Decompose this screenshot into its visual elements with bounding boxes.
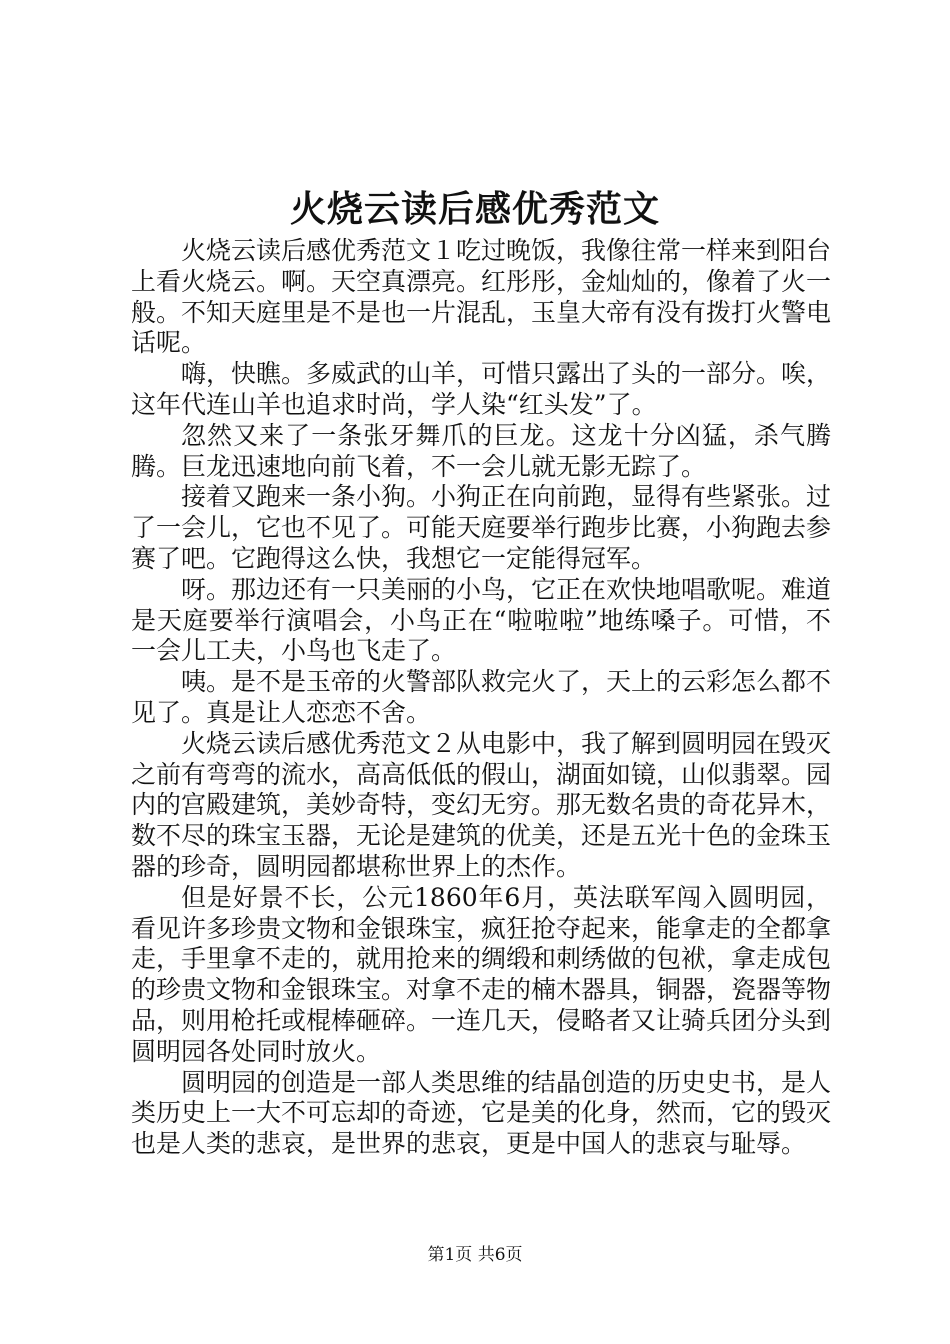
paragraph-1: 火烧云读后感优秀范文１吃过晚饭，我像往常一样来到阳台上看火烧云。啊。天空真漂亮。红彤彤，金灿灿的，像着了火一般。不知天庭里是不是也一片混乱，玉皇大帝有没有拨打火警电话呢。	[131, 236, 832, 358]
paragraph-9: 圆明园的创造是一部人类思维的结晶创造的历史史书，是人类历史上一大不可忘却的奇迹，它是美的化身，然而，它的毁灭也是人类的悲哀，是世界的悲哀，更是中国人的悲哀与耻辱。	[131, 1067, 832, 1159]
document-body	[131, 236, 831, 1160]
paragraph-4: 接着又跑来一条小狗。小狗正在向前跑，显得有些紧张。过了一会儿，它也不见了。可能天庭要举行跑步比赛，小狗跑去参赛了吧。它跑得这么快，我想它一定能得冠军。	[131, 482, 832, 573]
paragraph-7: 火烧云读后感优秀范文２从电影中，我了解到圆明园在毁灭之前有弯弯的流水，高高低低的假山，湖面如镜，山似翡翠。园内的宫殿建筑，美妙奇特，变幻无穷。那无数名贵的奇花异木，数不尽的珠宝玉器，无论是建筑的优美，还是五光十色的金珠玉器的珍奇，圆明园都堪称世界上的杰作。	[131, 728, 832, 881]
paragraph-8: 但是好景不长，公元1860年6月，英法联军闯入圆明园，看见许多珍贵文物和金银珠宝，疯狂抢夺起来，能拿走的全都拿走，手里拿不走的，就用抢来的绸缎和刺绣做的包袱，拿走成包的珍贵文物和金银珠宝。对拿不走的楠木器具，铜器，瓷器等物品，则用枪托或棍棒砸碎。一连几天，侵略者又让骑兵团分头到圆明园各处同时放火。	[131, 882, 832, 1066]
page-footer: 第1页 共6页	[427, 1245, 523, 1265]
paragraph-6: 咦。是不是玉帝的火警部队救完火了，天上的云彩怎么都不见了。真是让人恋恋不舍。	[131, 667, 832, 727]
paragraph-2: 嗨，快瞧。多威武的山羊，可惜只露出了头的一部分。唉，这年代连山羊也追求时尚，学人染“红头发”了。	[131, 359, 832, 419]
paragraph-5: 呀。那边还有一只美丽的小鸟，它正在欢快地唱歌呢。难道是天庭要举行演唱会，小鸟正在“啦啦啦”地练嗓子。可惜，不一会儿工夫，小鸟也飞走了。	[131, 574, 832, 666]
paragraph-3: 忽然又来了一条张牙舞爪的巨龙。这龙十分凶猛，杀气腾腾。巨龙迅速地向前飞着，不一会儿就无影无踪了。	[131, 420, 831, 481]
document-title: 火烧云读后感优秀范文	[289, 188, 660, 230]
